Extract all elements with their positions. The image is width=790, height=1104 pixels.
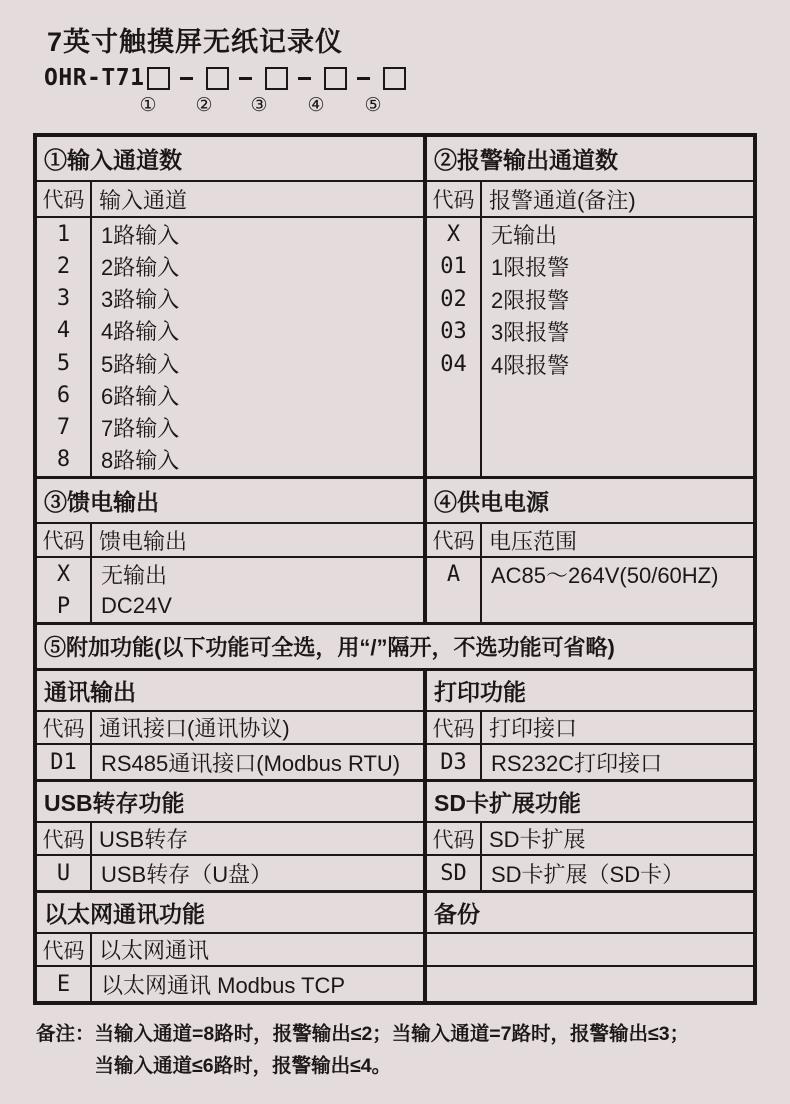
label-cell: SD卡扩展（SD卡） [491, 861, 685, 887]
label-cell: 2限报警 [491, 287, 570, 313]
footnote-line-2: 当输入通道≤6路时，报警输出≤4。 [94, 1055, 392, 1077]
code-column [37, 218, 92, 476]
section-title-sd-function: SD卡扩展功能 [434, 790, 581, 816]
code-cell: A [446, 562, 461, 587]
value-header: 输入通道 [99, 187, 188, 213]
label-cell: 4路输入 [101, 319, 180, 345]
code-cell: X [446, 221, 461, 247]
label-column [482, 558, 753, 622]
code-column [37, 745, 92, 779]
code-cell: 04 [440, 351, 467, 377]
model-prefix: OHR-T71 [44, 65, 145, 91]
label-cell: RS232C打印接口 [491, 750, 663, 776]
value-header: 馈电输出 [99, 528, 188, 554]
label-cell: 5路输入 [101, 351, 180, 377]
code-header: 代码 [37, 823, 92, 854]
label-cell: 无输出 [101, 562, 168, 588]
marker-1: ① [139, 95, 157, 116]
footnote [36, 1018, 689, 1082]
label-cell: USB转存（U盘） [101, 861, 273, 887]
section-title-comm-output: 通讯输出 [44, 679, 136, 705]
model-slot-5 [383, 67, 406, 90]
dash-separator [298, 77, 311, 80]
marker-5: ⑤ [364, 95, 382, 116]
label-cell: 3路输入 [101, 287, 180, 313]
value-header: 以太网通讯 [99, 938, 210, 963]
label-cell: 6路输入 [101, 383, 180, 409]
code-column [37, 558, 92, 622]
code-cell: D3 [440, 749, 467, 775]
section-row-5 [37, 779, 753, 821]
model-slot-3 [265, 67, 288, 90]
label-column [92, 745, 423, 779]
label-cell: DC24V [101, 593, 172, 618]
label-cell: 4限报警 [491, 352, 570, 378]
code-column [37, 967, 92, 1001]
code-header: 代码 [37, 182, 92, 216]
header-row-6 [37, 932, 753, 965]
label-cell: 无输出 [491, 222, 558, 248]
label-cell: 1限报警 [491, 255, 570, 281]
label-column [482, 745, 753, 779]
code-cell: X [56, 561, 71, 587]
model-code [44, 62, 406, 94]
header-row-4 [37, 710, 753, 743]
code-header: 代码 [427, 823, 482, 854]
code-header: 代码 [427, 182, 482, 216]
label-column [92, 218, 423, 476]
value-header: 打印接口 [489, 716, 578, 741]
label-column [92, 558, 423, 622]
model-slot-4 [324, 67, 347, 90]
section-title-print-function: 打印功能 [434, 679, 526, 705]
code-column [427, 558, 482, 622]
label-cell: 以太网通讯 Modbus TCP [101, 972, 346, 998]
section-row-additional-functions [37, 622, 753, 668]
code-cell: U [56, 860, 71, 886]
dash-separator [239, 77, 252, 80]
section-row-1 [37, 137, 753, 180]
section-title-ethernet-function: 以太网通讯功能 [44, 901, 205, 927]
code-header: 代码 [427, 712, 482, 743]
additional-functions-title: ⑤附加功能(以下功能可全选，用“/”隔开，不选功能可省略) [44, 635, 615, 660]
value-header: USB转存 [99, 827, 189, 852]
section-title-backup: 备份 [434, 901, 480, 927]
label-cell: 7路输入 [101, 416, 180, 442]
section-row-6 [37, 890, 753, 932]
empty-cell [427, 934, 753, 965]
code-cell: 7 [56, 415, 71, 441]
data-block-2 [37, 556, 753, 622]
empty-cell [427, 967, 753, 1001]
code-cell: SD [440, 860, 467, 886]
code-column [37, 856, 92, 890]
code-cell: 1 [56, 221, 71, 247]
code-header: 代码 [37, 934, 92, 965]
model-slot-2 [206, 67, 229, 90]
value-header: 报警通道(备注) [489, 187, 636, 213]
value-header: 通讯接口(通讯协议) [99, 716, 290, 741]
code-column [427, 218, 482, 476]
data-block-5 [37, 854, 753, 890]
label-column [482, 218, 753, 476]
value-header: SD卡扩展 [489, 827, 586, 852]
code-cell: 4 [56, 318, 71, 344]
marker-4: ④ [307, 95, 325, 116]
spec-table [33, 133, 757, 1005]
position-markers [0, 94, 790, 116]
header-row-5 [37, 821, 753, 854]
code-cell: 8 [56, 447, 71, 473]
code-cell: 3 [56, 286, 71, 312]
code-cell: 5 [56, 350, 71, 376]
section-title-transmitter-output: ③馈电输出 [44, 489, 159, 515]
dash-separator [357, 77, 370, 80]
label-column [92, 967, 423, 1001]
data-block-4 [37, 743, 753, 779]
marker-2: ② [195, 95, 213, 116]
label-column [482, 856, 753, 890]
code-column [427, 745, 482, 779]
code-header: 代码 [37, 712, 92, 743]
section-title-input-channels: ①输入通道数 [44, 147, 182, 173]
label-cell: 3限报警 [491, 320, 570, 346]
code-cell: 6 [56, 382, 71, 408]
code-cell: 03 [440, 319, 467, 345]
code-cell: D1 [50, 749, 77, 775]
label-cell: RS485通讯接口(Modbus RTU) [101, 750, 401, 776]
label-cell: 8路输入 [101, 448, 180, 474]
data-block-6 [37, 965, 753, 1001]
label-cell: 2路输入 [101, 254, 180, 280]
code-header: 代码 [37, 524, 92, 556]
code-cell: E [56, 971, 71, 997]
label-column [92, 856, 423, 890]
code-header: 代码 [427, 524, 482, 556]
model-slot-1 [147, 67, 170, 90]
value-header: 电压范围 [489, 528, 578, 554]
section-row-2 [37, 476, 753, 522]
code-cell: 01 [440, 254, 467, 280]
code-cell: P [56, 593, 71, 619]
code-cell: 2 [56, 253, 71, 279]
data-block-1 [37, 216, 753, 476]
label-cell: AC85～264V(50/60HZ) [491, 563, 719, 588]
code-column [427, 856, 482, 890]
page-title: 7英寸触摸屏无纸记录仪 [47, 27, 344, 57]
footnote-line-1: 当输入通道=8路时，报警输出≤2；当输入通道=7路时，报警输出≤3； [94, 1023, 690, 1045]
header-row-2 [37, 522, 753, 556]
header-row-1 [37, 180, 753, 216]
code-cell: 02 [440, 286, 467, 312]
section-title-alarm-channels: ②报警输出通道数 [434, 147, 618, 173]
dash-separator [180, 77, 193, 80]
label-cell: 1路输入 [101, 222, 180, 248]
footnote-label: 备注： [36, 1023, 95, 1045]
section-row-4 [37, 668, 753, 710]
section-title-power-supply: ④供电电源 [434, 489, 549, 515]
section-title-usb-function: USB转存功能 [44, 790, 185, 816]
marker-3: ③ [250, 95, 268, 116]
